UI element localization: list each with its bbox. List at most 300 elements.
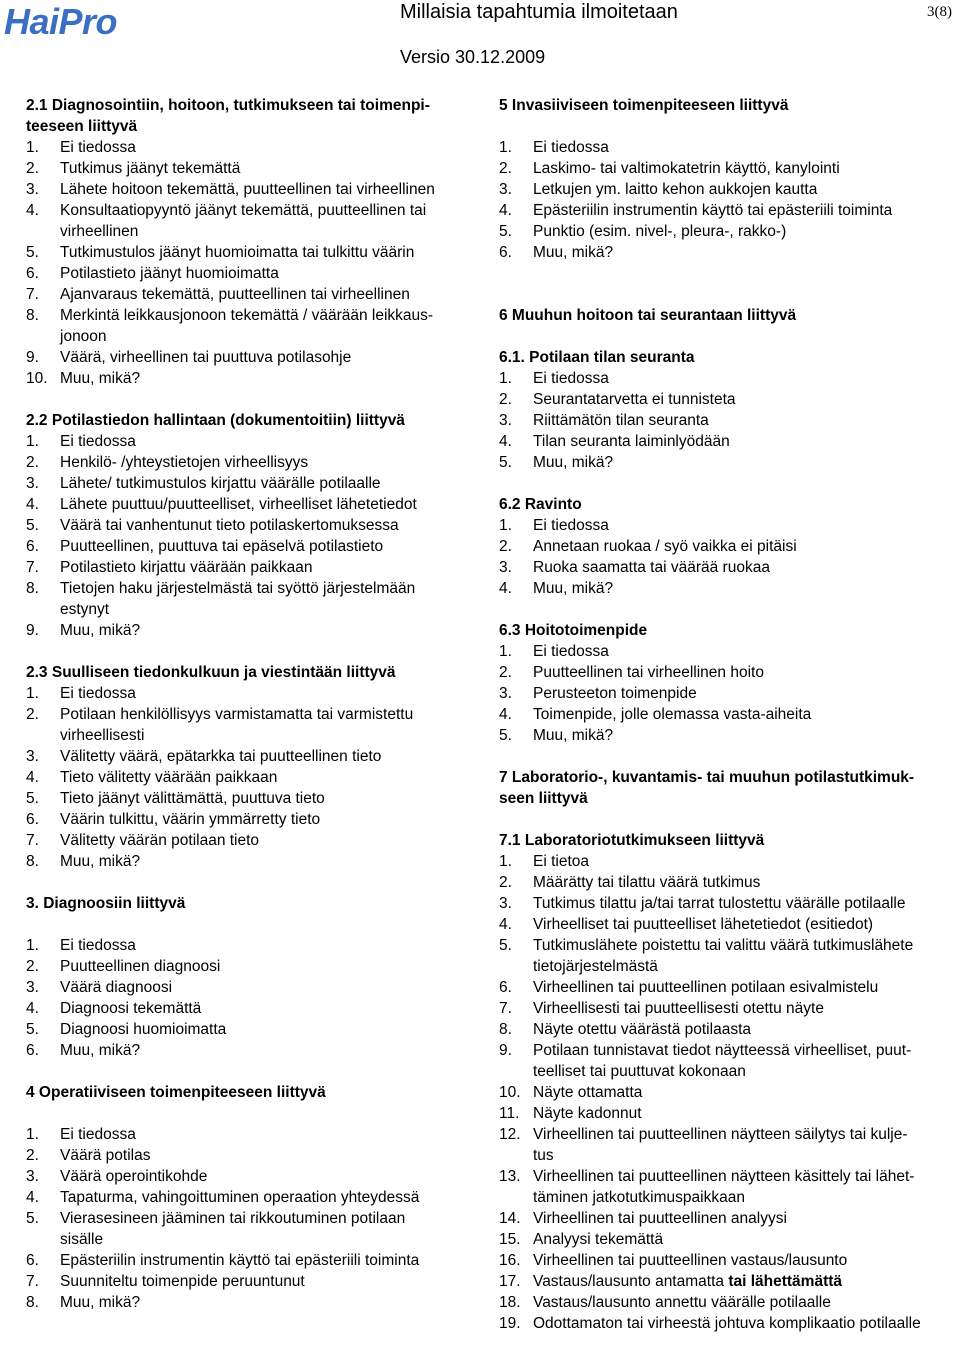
list-item-text <box>60 284 446 305</box>
list-item-text-line: virheellinen <box>60 223 139 240</box>
list-item-text-line: Muu, mikä? <box>60 370 141 387</box>
list-item-text <box>60 704 446 746</box>
section <box>499 95 939 263</box>
list-item-number: 3. <box>26 1168 39 1185</box>
list-item-number: 12. <box>499 1126 521 1143</box>
list-item-text-line: Potilastieto jäänyt huomioimatta <box>60 265 279 282</box>
list-item-text <box>533 977 939 998</box>
list-item <box>499 1292 939 1313</box>
section <box>26 1082 446 1313</box>
list-item <box>26 578 446 620</box>
list-item-text-line: Ei tiedossa <box>60 1126 136 1143</box>
list-item-number: 9. <box>26 622 39 639</box>
list-item-number: 6. <box>26 538 39 555</box>
list-item <box>26 494 446 515</box>
list-item-text-line: Toimenpide, jolle olemassa vasta-aiheita <box>533 706 812 723</box>
list-item-number: 2. <box>26 1147 39 1164</box>
list-item-text <box>60 683 446 704</box>
section-heading-line: 7.1 Laboratoriotutkimukseen liittyvä <box>499 832 765 849</box>
list-item-number: 2. <box>499 538 512 555</box>
list-item-text-line: Lähete hoitoon tekemättä, puutteellinen tai virheellinen <box>60 181 435 198</box>
list-item-number: 5. <box>499 223 512 240</box>
list-item-text-line: Näyte otettu väärästä potilaasta <box>533 1021 751 1038</box>
list-item-number: 4. <box>26 496 39 513</box>
list-item-text-line: Potilastieto kirjattu väärään paikkaan <box>60 559 313 576</box>
list-item-text-line: Seurantatarvetta ei tunnisteta <box>533 391 736 408</box>
list-item-text <box>533 935 939 977</box>
list-item-text <box>533 242 939 263</box>
list-item <box>499 536 939 557</box>
list-item <box>499 872 939 893</box>
list-item-text-line: Konsultaatiopyyntö jäänyt tekemättä, puutteellinen tai <box>60 202 427 219</box>
list-item-text-line: Puutteellinen diagnoosi <box>60 958 221 975</box>
section-heading <box>26 95 446 137</box>
list-item-text <box>533 389 939 410</box>
section-heading-line: 6.2 Ravinto <box>499 496 582 513</box>
list-item-text-line: Virheelliset tai puutteelliset lähetetiedot (esitiedot) <box>533 916 874 933</box>
list-item-text-line: Tutkimustulos jäänyt huomioimatta tai tulkittu väärin <box>60 244 415 261</box>
list-item-text <box>533 1103 939 1124</box>
list-item-number: 5. <box>26 1021 39 1038</box>
list-item-text <box>60 452 446 473</box>
list-item <box>499 431 939 452</box>
list-item-number: 4. <box>499 580 512 597</box>
list-item-text-line: Analyysi tekemättä <box>533 1231 664 1248</box>
list-item-text-line: Väärä tai vanhentunut tieto potilaskertomuksessa <box>60 517 399 534</box>
list-item-text-line: tai lähettämättä <box>728 1273 843 1290</box>
list-item <box>26 935 446 956</box>
list-item <box>26 956 446 977</box>
list-item-text <box>60 179 446 200</box>
list-item <box>499 1040 939 1082</box>
list-item <box>499 368 939 389</box>
list-item-text-line: Merkintä leikkausjonoon tekemättä / väärään leikkaus- <box>60 307 434 324</box>
list-item-number: 6. <box>26 1252 39 1269</box>
list-item-number: 6. <box>26 265 39 282</box>
list-item-number: 6. <box>499 979 512 996</box>
list-item-text-line: Väärä diagnoosi <box>60 979 173 996</box>
list-item-text <box>60 305 446 347</box>
list-item-text-line: Henkilö- /yhteystietojen virheellisyys <box>60 454 309 471</box>
list-item-text-line: Vastaus/lausunto antamatta <box>533 1273 729 1290</box>
list-item-text-line: Lähete puuttuu/puutteelliset, virheelliset lähetetiedot <box>60 496 417 513</box>
list-item-text-line: Tilan seuranta laiminlyödään <box>533 433 730 450</box>
section-heading <box>499 494 939 515</box>
list-item-text <box>533 704 939 725</box>
list-item-text-line: Ei tiedossa <box>533 643 609 660</box>
section <box>499 767 939 809</box>
list-item-text-line: Ei tiedossa <box>533 517 609 534</box>
list-item-text <box>60 830 446 851</box>
section <box>499 305 939 326</box>
list-item-text <box>533 1166 939 1208</box>
list-item-number: 8. <box>499 1021 512 1038</box>
section-heading-line: 7 Laboratorio-, kuvantamis- tai muuhun potilastutkimuk- <box>499 769 915 786</box>
list-item-number: 10. <box>26 370 48 387</box>
list-item-number: 13. <box>499 1168 521 1185</box>
list-item-text-line: Tietojen haku järjestelmästä tai syöttö järjestelmään <box>60 580 416 597</box>
list-item-text-line: Suunniteltu toimenpide peruuntunut <box>60 1273 305 1290</box>
document-title: Millaisia tapahtumia ilmoitetaan <box>400 1 678 23</box>
list-item-text <box>60 263 446 284</box>
list-item-number: 5. <box>26 790 39 807</box>
list-item <box>26 1187 446 1208</box>
list-item-number: 1. <box>26 139 39 156</box>
list-item-text-line: Väärä operointikohde <box>60 1168 208 1185</box>
list-item-text <box>60 809 446 830</box>
list-item-number: 2. <box>26 706 39 723</box>
list-item <box>26 368 446 389</box>
list-item-text-line: Ruoka saamatta tai väärää ruokaa <box>533 559 770 576</box>
list-item-text <box>60 851 446 872</box>
list-item-number: 16. <box>499 1252 521 1269</box>
list-item <box>26 788 446 809</box>
list-item <box>499 977 939 998</box>
list-item-number: 3. <box>26 181 39 198</box>
list-item-number: 19. <box>499 1315 521 1332</box>
right-column <box>499 95 939 1334</box>
section-heading <box>499 347 939 368</box>
list-item-number: 3. <box>499 412 512 429</box>
list-item <box>499 515 939 536</box>
list-item <box>499 179 939 200</box>
list-item-number: 1. <box>26 685 39 702</box>
list-item-text-line: Ei tiedossa <box>60 937 136 954</box>
list-item <box>26 536 446 557</box>
section-heading-line: seen liittyvä <box>499 790 588 807</box>
list-item-text-line: Lähete/ tutkimustulos kirjattu väärälle potilaalle <box>60 475 381 492</box>
list-item-text-line: Virheellinen tai puutteellinen näytteen käsittely tai lähet- <box>533 1168 915 1185</box>
list-item <box>499 935 939 977</box>
section-heading-line: 6.3 Hoitotoimenpide <box>499 622 648 639</box>
list-item-text <box>60 1292 446 1313</box>
left-column <box>26 95 446 1313</box>
list-item-text-line: Välitetty väärä, epätarkka tai puutteellinen tieto <box>60 748 382 765</box>
list-item-text <box>533 1040 939 1082</box>
list-item-number: 4. <box>499 433 512 450</box>
list-item <box>499 1166 939 1208</box>
list-item-number: 2. <box>26 454 39 471</box>
list-item-number: 6. <box>26 1042 39 1059</box>
list-item-number: 1. <box>26 433 39 450</box>
list-item <box>26 683 446 704</box>
list-item <box>499 557 939 578</box>
list-item-number: 1. <box>26 937 39 954</box>
list-item-text-line: Muu, mikä? <box>60 853 141 870</box>
list-item-text <box>533 158 939 179</box>
list-item-number: 4. <box>26 202 39 219</box>
list-item-number: 3. <box>499 895 512 912</box>
list-item <box>499 1103 939 1124</box>
list-item-text <box>533 410 939 431</box>
list-item-text-line: Virheellinen tai puutteellinen näytteen säilytys tai kulje- <box>533 1126 908 1143</box>
list-item <box>26 1124 446 1145</box>
list-item-text-line: tus <box>533 1147 554 1164</box>
list-item-text-line: Muu, mikä? <box>60 1042 141 1059</box>
list-item <box>26 557 446 578</box>
list-item-text-line: Puutteellinen tai virheellinen hoito <box>533 664 764 681</box>
list-item-text <box>60 137 446 158</box>
list-item-number: 7. <box>26 832 39 849</box>
list-item-text <box>533 1271 939 1292</box>
list-item-text-line: Virheellinen tai puutteellinen analyysi <box>533 1210 787 1227</box>
list-item-text <box>60 1019 446 1040</box>
list-item-text-line: Diagnoosi huomioimatta <box>60 1021 227 1038</box>
list-item-text-line: Muu, mikä? <box>533 580 614 597</box>
section-heading <box>26 410 446 431</box>
list-item <box>26 263 446 284</box>
list-item <box>499 242 939 263</box>
list-item-number: 5. <box>26 517 39 534</box>
list-item-number: 7. <box>26 1273 39 1290</box>
list-item-number: 3. <box>499 685 512 702</box>
list-item-text <box>533 1229 939 1250</box>
list-item-text-line: Ajanvaraus tekemättä, puutteellinen tai virheellinen <box>60 286 410 303</box>
list-item-number: 5. <box>499 937 512 954</box>
list-item-text <box>533 536 939 557</box>
list-item-number: 4. <box>26 1189 39 1206</box>
list-item-number: 3. <box>499 559 512 576</box>
document-version: Versio 30.12.2009 <box>400 47 546 67</box>
list-item-text <box>60 431 446 452</box>
list-item-text <box>533 578 939 599</box>
list-item-text-line: Odottamaton tai virheestä johtuva komplikaatio potilaalle <box>533 1315 921 1332</box>
list-item-text-line: Annetaan ruokaa / syö vaikka ei pitäisi <box>533 538 797 555</box>
list-item-number: 5. <box>499 727 512 744</box>
list-item-number: 1. <box>499 853 512 870</box>
list-item-text <box>60 1166 446 1187</box>
list-item-text <box>533 1019 939 1040</box>
list-item-number: 5. <box>26 244 39 261</box>
list-item-text-line: Väärä, virheellinen tai puuttuva potilasohje <box>60 349 352 366</box>
list-item-text <box>60 1250 446 1271</box>
list-item-text <box>60 998 446 1019</box>
section-heading <box>499 767 939 809</box>
list-item-number: 4. <box>26 769 39 786</box>
list-item-number: 2. <box>499 874 512 891</box>
list-item-text-line: Tutkimus jäänyt tekemättä <box>60 160 241 177</box>
list-item <box>26 998 446 1019</box>
list-item-text <box>60 515 446 536</box>
list-item-text <box>533 1292 939 1313</box>
section <box>499 620 939 746</box>
list-item-text <box>60 557 446 578</box>
list-item <box>499 893 939 914</box>
list-item-text-line: jonoon <box>60 328 107 345</box>
list-item-text-line: tietojärjestelmästä <box>533 958 658 975</box>
list-item <box>26 977 446 998</box>
list-item-number: 2. <box>499 391 512 408</box>
list-item-text <box>533 431 939 452</box>
list-item-text <box>60 536 446 557</box>
list-item-number: 7. <box>26 286 39 303</box>
list-item <box>26 158 446 179</box>
list-item-text <box>60 1187 446 1208</box>
list-item-text-line: Tutkimus tilattu ja/tai tarrat tulostettu väärälle potilaalle <box>533 895 906 912</box>
list-item-text-line: Potilaan henkilöllisyys varmistamatta tai varmistettu <box>60 706 414 723</box>
list-item-number: 5. <box>499 454 512 471</box>
list-item-text-line: teelliset tai puuttuvat kokonaan <box>533 1063 746 1080</box>
list-item-text <box>533 452 939 473</box>
list-item-text <box>60 620 446 641</box>
list-item-text <box>60 347 446 368</box>
list-item <box>26 179 446 200</box>
list-item-number: 8. <box>26 853 39 870</box>
list-item <box>26 1040 446 1061</box>
list-item <box>26 1208 446 1250</box>
list-item-text <box>60 767 446 788</box>
list-item-text <box>60 200 446 242</box>
section-heading-line: 6 Muuhun hoitoon tai seurantaan liittyvä <box>499 307 797 324</box>
list-item-text-line: Ei tiedossa <box>533 139 609 156</box>
list-item <box>499 725 939 746</box>
list-item <box>499 704 939 725</box>
section-heading-line: 2.1 Diagnosointiin, hoitoon, tutkimukseen tai toimenpi- <box>26 97 430 114</box>
list-item <box>499 1250 939 1271</box>
list-item-text-line: Muu, mikä? <box>533 454 614 471</box>
section-heading-line: 6.1. Potilaan tilan seuranta <box>499 349 695 366</box>
list-item-number: 10. <box>499 1084 521 1101</box>
list-item-number: 4. <box>26 1000 39 1017</box>
list-item-text <box>60 1040 446 1061</box>
section <box>499 494 939 599</box>
list-item-text <box>60 1145 446 1166</box>
list-item-text-line: Tieto välitetty väärään paikkaan <box>60 769 278 786</box>
haipro-logo: HaiPro <box>4 1 118 42</box>
list-item-text-line: Muu, mikä? <box>60 1294 141 1311</box>
section <box>26 410 446 641</box>
list-item <box>499 998 939 1019</box>
list-item-number: 7. <box>26 559 39 576</box>
list-item-text-line: Potilaan tunnistavat tiedot näytteessä virheelliset, puut- <box>533 1042 912 1059</box>
list-item <box>499 158 939 179</box>
list-item-text <box>533 200 939 221</box>
list-item <box>499 1229 939 1250</box>
list-item-number: 4. <box>499 916 512 933</box>
list-item <box>26 809 446 830</box>
list-item <box>26 452 446 473</box>
list-item <box>499 1313 939 1334</box>
list-item <box>26 1292 446 1313</box>
list-item-number: 7. <box>499 1000 512 1017</box>
section-heading <box>26 1082 446 1103</box>
list-item-text-line: Väärin tulkittu, väärin ymmärretty tieto <box>60 811 321 828</box>
list-item-text-line: Ei tiedossa <box>533 370 609 387</box>
list-item-number: 3. <box>26 979 39 996</box>
list-item-number: 3. <box>26 748 39 765</box>
list-item-number: 1. <box>26 1126 39 1143</box>
list-item-text <box>533 914 939 935</box>
list-item <box>26 1166 446 1187</box>
list-item-number: 5. <box>26 1210 39 1227</box>
list-item-text-line: Virheellinen tai puutteellinen potilaan esivalmistelu <box>533 979 879 996</box>
list-item <box>26 851 446 872</box>
list-item-number: 3. <box>26 475 39 492</box>
list-item-text <box>533 137 939 158</box>
list-item-text-line: Ei tiedossa <box>60 685 136 702</box>
section-heading-line: 2.2 Potilastiedon hallintaan (dokumentoitiin) liittyvä <box>26 412 405 429</box>
list-item <box>499 410 939 431</box>
section-heading-line: 4 Operatiiviseen toimenpiteeseen liittyvä <box>26 1084 326 1101</box>
list-item-text <box>533 998 939 1019</box>
list-item-text-line: täminen jatkotutkimuspaikkaan <box>533 1189 745 1206</box>
list-item-text-line: estynyt <box>60 601 110 618</box>
list-item-text-line: Virheellinen tai puutteellinen vastaus/lausunto <box>533 1252 848 1269</box>
list-item-text-line: Tutkimuslähete poistettu tai valittu väärä tutkimuslähete <box>533 937 914 954</box>
section-heading-line: 3. Diagnoosiin liittyvä <box>26 895 186 912</box>
list-item-number: 2. <box>26 958 39 975</box>
list-item-number: 3. <box>499 181 512 198</box>
list-item-text-line: Epästeriilin instrumentin käyttö tai epästeriili toiminta <box>533 202 893 219</box>
section-heading-line: 5 Invasiiviseen toimenpiteeseen liittyvä <box>499 97 789 114</box>
list-item-number: 8. <box>26 580 39 597</box>
list-item <box>26 284 446 305</box>
list-item-text <box>533 557 939 578</box>
list-item-text <box>533 1082 939 1103</box>
list-item-number: 6. <box>499 244 512 261</box>
list-item <box>499 641 939 662</box>
list-item-text <box>533 1250 939 1271</box>
list-item-text <box>533 851 939 872</box>
list-item-text-line: Vastaus/lausunto annettu väärälle potilaalle <box>533 1294 831 1311</box>
list-item-number: 2. <box>499 664 512 681</box>
list-item-number: 14. <box>499 1210 521 1227</box>
list-item-number: 9. <box>26 349 39 366</box>
list-item-text-line: Laskimo- tai valtimokatetrin käyttö, kanylointi <box>533 160 840 177</box>
list-item-text-line: virheellisesti <box>60 727 145 744</box>
list-item-number: 11. <box>499 1105 520 1122</box>
list-item <box>499 221 939 242</box>
list-item-number: 1. <box>499 643 512 660</box>
list-item <box>26 1019 446 1040</box>
list-item-text-line: Vierasesineen jääminen tai rikkoutuminen potilaan <box>60 1210 406 1227</box>
list-item <box>499 662 939 683</box>
list-item <box>499 389 939 410</box>
list-item <box>499 914 939 935</box>
section-heading <box>26 662 446 683</box>
list-item-text <box>60 746 446 767</box>
list-item-text-line: Diagnoosi tekemättä <box>60 1000 202 1017</box>
list-item-text <box>60 1208 446 1250</box>
list-item-number: 8. <box>26 307 39 324</box>
list-item-number: 6. <box>26 811 39 828</box>
section-heading <box>499 95 939 116</box>
list-item-text <box>60 788 446 809</box>
list-item <box>499 200 939 221</box>
list-item <box>26 767 446 788</box>
list-item-text-line: Tapaturma, vahingoittuminen operaation yhteydessä <box>60 1189 420 1206</box>
list-item-text <box>533 662 939 683</box>
list-item <box>26 746 446 767</box>
list-item-text-line: Muu, mikä? <box>533 244 614 261</box>
list-item <box>26 830 446 851</box>
list-item <box>499 1082 939 1103</box>
list-item <box>26 431 446 452</box>
list-item-text <box>533 368 939 389</box>
list-item-text <box>533 1313 939 1334</box>
section-heading <box>499 830 939 851</box>
list-item-number: 4. <box>499 202 512 219</box>
list-item <box>26 242 446 263</box>
section <box>499 347 939 473</box>
section <box>26 662 446 872</box>
list-item <box>26 347 446 368</box>
list-item <box>26 200 446 242</box>
list-item-text-line: Ei tiedossa <box>60 433 136 450</box>
list-item-text-line: Välitetty väärän potilaan tieto <box>60 832 260 849</box>
list-item <box>499 683 939 704</box>
list-item-text-line: Muu, mikä? <box>533 727 614 744</box>
